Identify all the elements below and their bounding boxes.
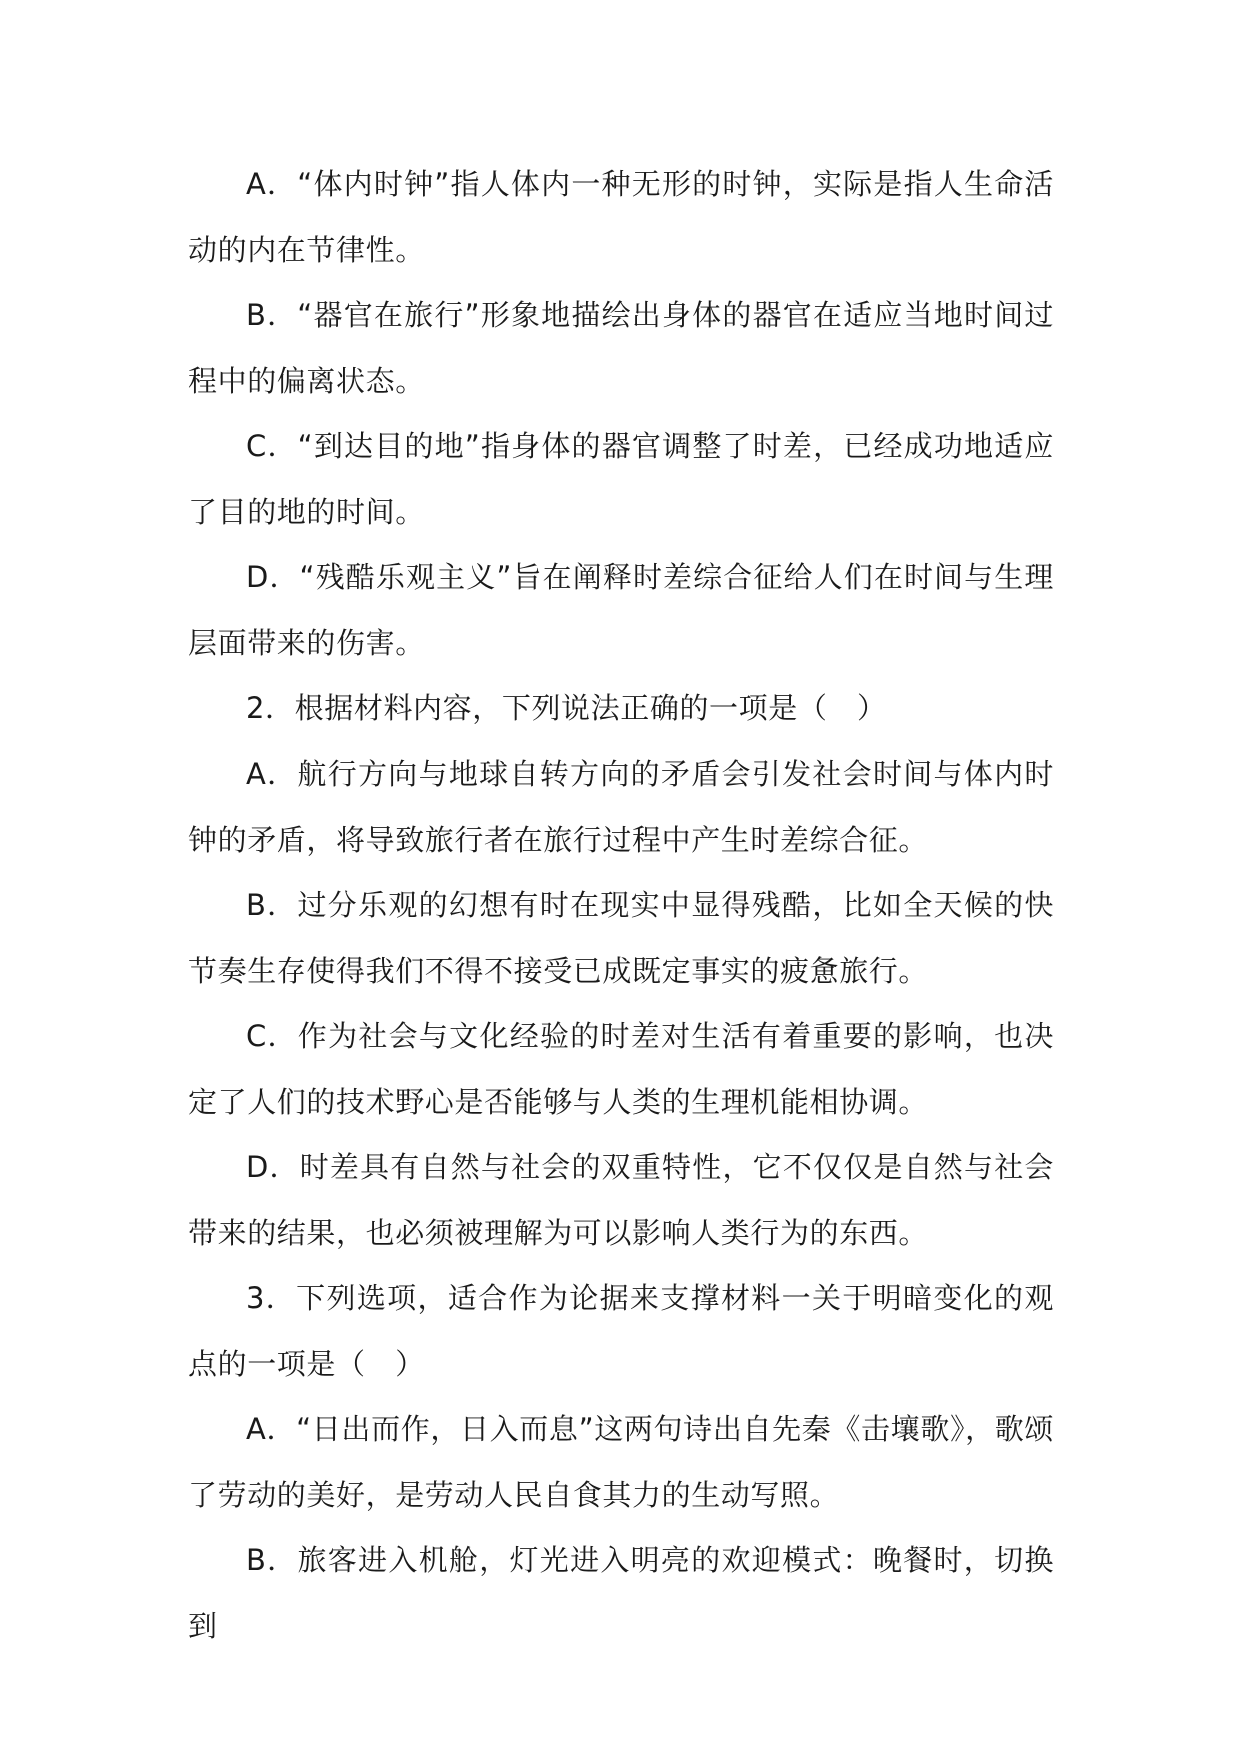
option-3b: B．旅客进入机舱，灯光进入明亮的欢迎模式：晚餐时，切换到 [188, 1543, 1054, 1643]
option-2d: D．时差具有自然与社会的双重特性，它不仅仅是自然与社会带来的结果，也必须被理解为可以影响人类行为的东西。 [188, 1150, 1054, 1250]
option-1c: C．“到达目的地”指身体的器官调整了时差，已经成功地适应了目的地的时间。 [188, 429, 1054, 529]
option-1b: B．“器官在旅行”形象地描绘出身体的器官在适应当地时间过程中的偏离状态。 [188, 298, 1054, 398]
question-2: 2．根据材料内容，下列说法正确的一项是（ ） [246, 691, 887, 725]
option-3a: A．“日出而作，日入而息”这两句诗出自先秦《击壤歌》，歌颂了劳动的美好，是劳动人民自食其力的生动写照。 [188, 1412, 1054, 1512]
option-2a: A．航行方向与地球自转方向的矛盾会引发社会时间与体内时钟的矛盾，将导致旅行者在旅行过程中产生时差综合征。 [188, 757, 1054, 857]
option-1a: A．“体内时钟”指人体内一种无形的时钟，实际是指人生命活动的内在节律性。 [188, 167, 1054, 267]
option-1d: D．“残酷乐观主义”旨在阐释时差综合征给人们在时间与生理层面带来的伤害。 [188, 560, 1054, 660]
question-3: 3．下列选项，适合作为论据来支撑材料一关于明暗变化的观点的一项是（ ） [188, 1281, 1054, 1381]
option-2c: C．作为社会与文化经验的时差对生活有着重要的影响，也决定了人们的技术野心是否能够与人类的生理机能相协调。 [188, 1019, 1054, 1119]
option-2b: B．过分乐观的幻想有时在现实中显得残酷，比如全天候的快节奏生存使得我们不得不接受已成既定事实的疲惫旅行。 [188, 888, 1054, 988]
